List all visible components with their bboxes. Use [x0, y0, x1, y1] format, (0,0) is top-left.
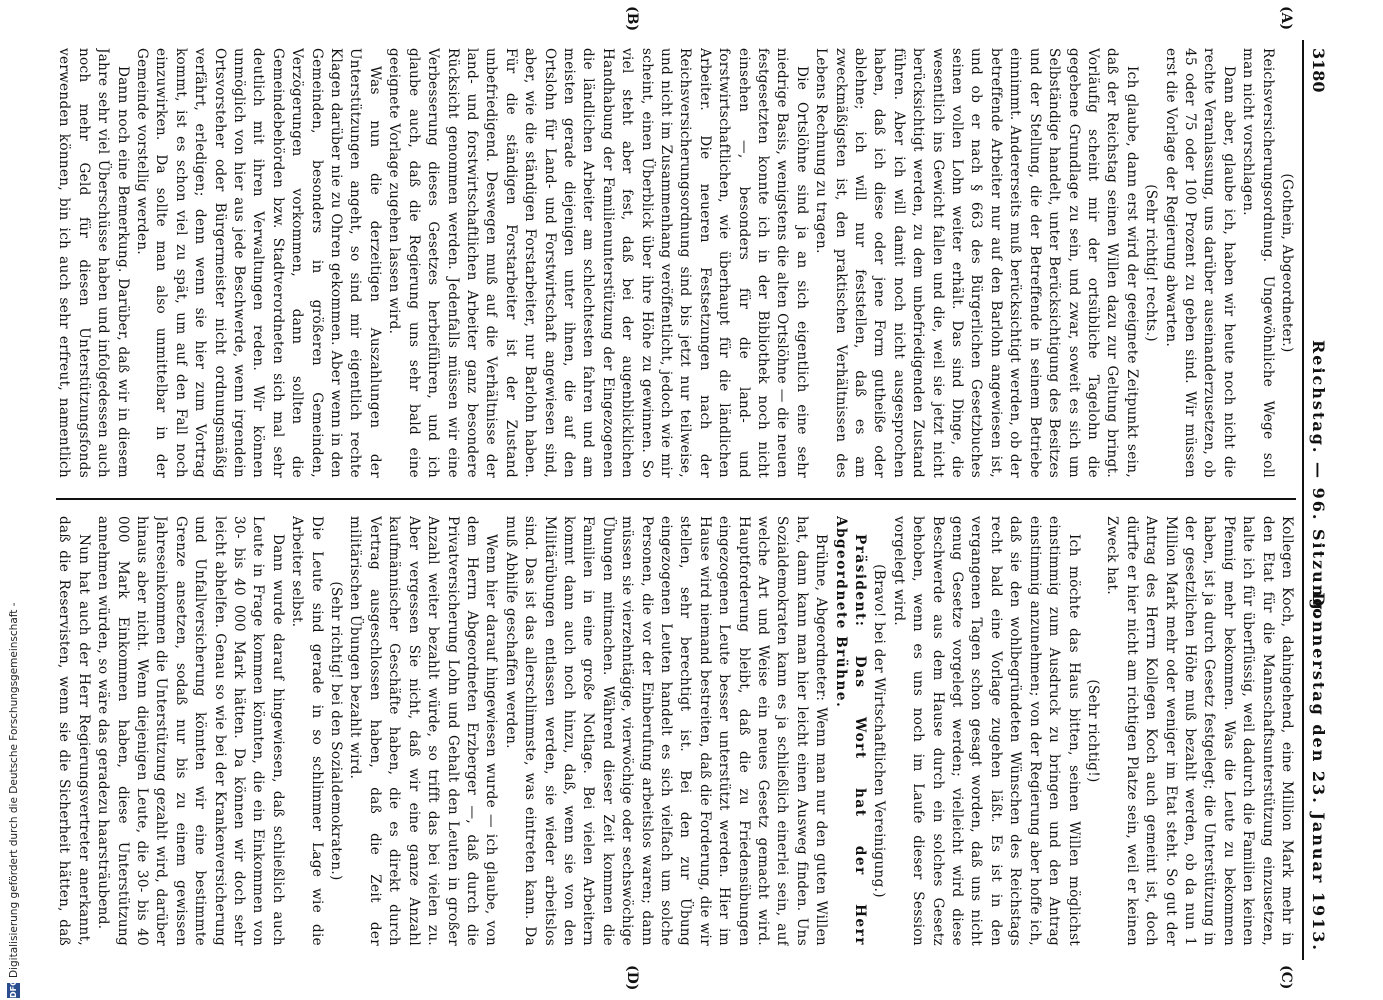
running-title: Reichstag. — 96. Sitzung. [1309, 340, 1328, 620]
interjection: (Sehr richtig!) [1084, 679, 1101, 783]
president-remark: Präsident: Das Wort hat der Herr Abgeordnete Brühne. [832, 516, 869, 946]
margin-marker-d: (D) [624, 965, 640, 991]
scanned-page [30, 6, 1330, 991]
header-rule [1302, 40, 1304, 960]
paragraph: Was nun die derzeitigen Auszahlungen der Unterstützungen angeht, so sind mir eigentlich rechte Klagen darüber nie zu Ohren gekommen. Aber wenn in den Gemeinden, besonders in größeren Gemeinden, Verzögerungen vorkommen, dann sollten die Gemeindebehörden bzw. Stadtverordneten sich mal sehr deutlich mit ihren Verwaltungen reden. Wir können unmöglich von hier aus jede Beschwerde, wenn irgendein Ortsvorsteher oder Bürgermeister nicht ordnungsmäßig verfährt, erledigen; denn wenn sie hier zum Vortrag kommt, ist es schon viel zu spät, um auf den Fall noch einzuwirken. Da sollte man also unmittelbar in der Gemeinde vorstellig werden. [134, 48, 383, 478]
paragraph: Wenn hier darauf hingewiesen wurde — ich glaube, von dem Herrn Abgeordneten Erzberger —, daß durch die Privatversicherung Lohn und Gehalt den Leuten in großer Anzahl weiter bezahlt würde, so trifft das bei vielen zu. Aber vergessen Sie nicht, daß wir eine ganze Anzahl kaufmännischer Geschäfte haben, die es direkt durch Vertrag ausgeschlossen haben, daß die Zeit der militärischen Übungen bezahlt wird. [347, 516, 500, 946]
speaker-heading: (Gothein, Abgeordneter.) [1279, 173, 1295, 353]
header-date: Donnerstag den 23. Januar 1913. [1309, 592, 1328, 952]
paragraph: Dann noch eine Bemerkung. Darüber, daß wir in diesem Jahre sehr viel Überschüsse haben und infolgedessen auch noch mehr Geld für diesen Unterstützungsfonds verwenden können, bin ich auch sehr erfreut, namentlich [56, 48, 131, 478]
credit-text: Digitalisierung gefördert durch die Deutsche Forschungsgemeinschaft - [8, 602, 20, 978]
margin-marker-a: (A) [1278, 6, 1294, 31]
paragraph: Ich möchte das Haus bitten, seinen Willen möglichst einstimmig zum Ausdruck zu bringen und den Antrag einstimmig anzunehmen; von der Regierung aber hoffe ich, daß sie den wohlbegründeten Wünschen des Reichstags recht bald eine Vorlage zugehen läßt. Es ist in den vergangenen Tagen schon gesagt worden, daß uns nicht genug Gesetze vorgelegt werden; vielleicht wird diese Beschwerde aus dem Hause durch ein solches Gesetz behoben, wenn es uns noch im Laufe dieser Session vorgelegt wird. [890, 516, 1082, 946]
right-column [56, 516, 1296, 946]
paragraph: Dann aber, glaube ich, haben wir heute noch nicht die rechte Veranlassung, uns darüber auseinanderzusetzen, ob 45 oder 75 oder 100 Prozent zu geben sind. Wir müssen erst die Vorlage der Regierung abwarten. [1162, 48, 1237, 478]
left-column [56, 48, 1296, 478]
paragraph: Dann wurde darauf hingewiesen, daß schließlich auch Leute in Frage kommen könnten, die ein Einkommen von 30- bis 40 000 Mark hätten. Da können wir doch sehr leicht abhelfen. Genau so wie bei der Krankenversicherung und Unfallversicherung könnten wir eine bestimmte Grenze ansetzen, sodaß nur bis zu einem gewissen Jahreseinkommen die Unterstützung gezahlt wird, darüber hinaus aber nicht. Wenn diejenigen Leute, die 30- bis 40 000 Mark Einkommen haben, diese Unterstützung annehmen würden, so wäre das geradezu haarsträubend. [95, 516, 286, 946]
paragraph: Ich glaube, dann erst wird der geeignete Zeitpunkt sein, daß der Reichstag seinen Willen dazu zur Geltung bringt. Vorläufig scheint mir der ortsübliche Tagelohn die gegebene Grundlage zu sein, und zwar, soweit es sich um Selbständige handelt, unter Berücksichtigung des Besitzes und der Stellung, die der Betreffende in seinem Betriebe einnimmt. Andererseits muß berücksichtigt werden, ob der betreffende Arbeiter nur auf den Barlohn angewiesen ist, und ob er nach § 663 des Bürgerlichen Gesetzbuches seinen vollen Lohn weiter erhält. Das sind Dinge, die wesentlich ins Gewicht fallen und die, weil sie jetzt nicht berücksichtigt werden, zu dem unbefriedigenden Zustand führen. Aber ich will damit noch nicht ausgesprochen haben, daß ich diese oder jene Form gutheiße oder ablehne; ich will nur feststellen, daß es am zweckmäßigsten ist, den praktischen Verhältnissen des Lebens Rechnung zu tragen. [813, 48, 1140, 478]
page-number: 3180 [1309, 48, 1328, 93]
paragraph: Brühne, Abgeordneter: Wenn man nur den guten Willen hat, dann kann man hier leicht einen Ausweg finden. Uns Sozialdemokraten kann es ja schließlich einerlei sein, auf welche Art und Weise ein neues Gesetz gemacht wird. Hauptforderung bleibt, daß die zu Friedensübungen eingezogenen Leute besser unterstützt werden. Hier im Hause wird niemand bestreiten, daß die Forderung, die wir stellen, sehr berechtigt ist. Bei den zur Übung eingezogenen Leuten handelt es sich vielfach um solche Personen, die vor der Einberufung arbeitslos waren; dann müssen sie vierzehntägige, vierwöchige oder sechswöchige Übungen mitmachen. Während dieser Zeit kommen die Familien in eine große Notlage. Bei vielen Arbeitern kommt dann auch noch hinzu, daß, wenn sie von den Militärübungen entlassen werden, sie wieder arbeitslos sind. Das ist das allerschlimmste, was eintreten kann. Da muß Abhilfe geschaffen werden. [502, 516, 830, 946]
interjection: (Bravo! bei der Wirtschaftlichen Vereinigung.) [871, 564, 888, 898]
page-header [1306, 40, 1330, 960]
margin-marker-c: (C) [1278, 965, 1294, 990]
paragraph: Die Ortslöhne sind ja an sich eigentlich eine sehr niedrige Basis, wenigstens die alten Ortslöhne — die neuen festgesetzten konnte ich in der Bibliothek noch nicht einsehen —, besonders für die land- und forstwirtschaftlichen, wie überhaupt für die ländlichen Arbeiter. Die neueren Festsetzungen nach der Reichsversicherungsordnung sind bis jetzt nur teilweise, und nicht im Zusammenhang veröffentlicht, jedoch wie mir scheint, einen Überblick über ihre Höhe zu gewinnen. So viel steht aber fest, daß bei der augenblicklichen Handhabung der Familienunterstützung der Eingezogenen die ländlichen Arbeiter am schlechtesten fahren und am meisten gerade diejenigen unter ihnen, die auf den Ortslohn für Land- und Forstwirtschaft angewiesen sind, aber, wie die ständigen Forstarbeiter, nur Barlohn haben. Für die ständigen Forstarbeiter ist der Zustand unbefriedigend. Deswegen muß auf die Verhältnisse der land- und forstwirtschaftlichen Arbeiter ganz besondere Rücksicht genommen werden. Jedenfalls müssen wir eine Verbesserung dieses Gesetzes herbeiführen, und ich glaube auch, daß die Regierung uns sehr bald eine geeignete Vorlage zugehen lassen wird. [386, 48, 810, 478]
paragraph: Nun hat auch der Herr Regierungsvertreter anerkannt, daß die Reservisten, wenn sie die Sicherheit hätten, daß [56, 516, 92, 946]
column-rule [56, 498, 1296, 500]
funding-credit [6, 0, 24, 1000]
interjection: (Sehr richtig! bei den Sozialdemokraten.) [328, 581, 345, 881]
interjection: (Sehr richtig! rechts.) [1143, 184, 1160, 342]
paragraph: Kollegen Koch, dahingehend, eine Million Mark mehr in den Etat für die Mannschaftsunterstützung einzusetzen, halte ich für überflüssig, weil dadurch die Familien keinen Pfennig mehr bekommen. Was die Leute zu bekommen haben, ist ja durch Gesetz festgelegt; die Unterstützung in der gesetzlichen Höhe muß bezahlt werden, ob da nun 1 Million Mark mehr oder weniger im Etat steht. So gut der Antrag des Herrn Kollegen Koch auch gemeint ist, doch dürfte er hier nicht am richtigen Platze sein, weil er keinen Zweck hat. [1104, 516, 1295, 946]
paragraph: Die Leute sind gerade in so schlimmer Lage wie die Arbeiter selbst. [289, 516, 325, 946]
dfg-logo-icon: DFG [9, 979, 18, 998]
paragraph: Reichsversicherungsordnung. Ungewöhnliche Wege soll man nicht vorschlagen. [1240, 48, 1276, 478]
margin-marker-b: (B) [624, 6, 640, 32]
